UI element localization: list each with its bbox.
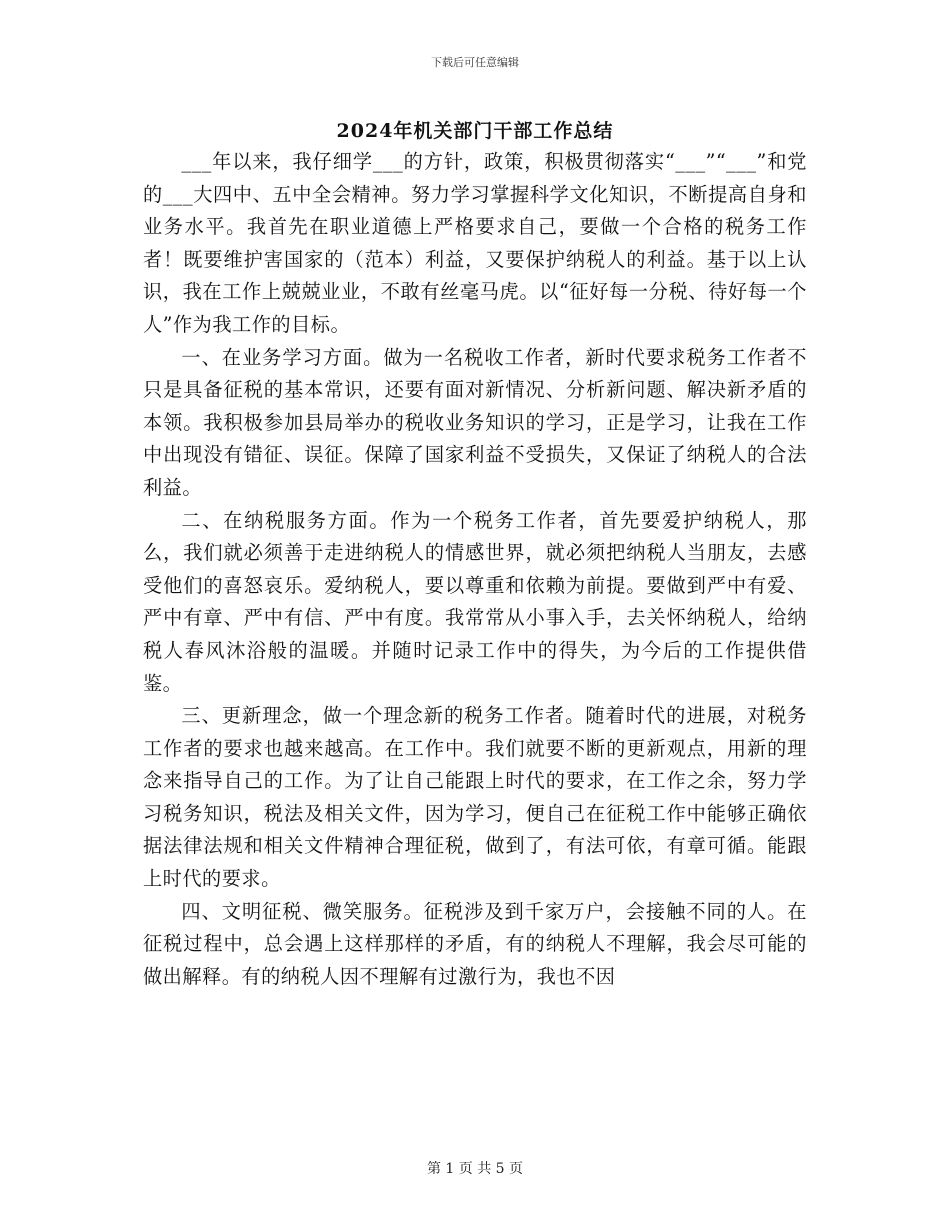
header-note: 下载后可任意编辑 (431, 56, 519, 69)
document-title: 2024年机关部门干部工作总结 (336, 120, 614, 142)
page-number: 第 1 页 共 5 页 (426, 1161, 524, 1177)
paragraph-new-concepts: 三、更新理念，做一个理念新的税务工作者。随着时代的进展，对税务工作者的要求也越来越高。在工作中。我们就要不断的更新观点，用新的理念来指导自己的工作。为了让自己能跟上时代的要求，在工作之余，努力学习税务知识，税法及相关文件，因为学习，便自己在征税工作中能够正确依据法律法规和相关文件精神合理征税，做到了，有法可依，有章可循。能跟上时代的要求。 (143, 704, 807, 891)
paragraph-business-study: 一、在业务学习方面。做为一名税收工作者，新时代要求税务工作者不只是具备征税的基本常识，还要有面对新情况、分析新问题、解决新矛盾的本领。我积极参加县局举办的税收业务知识的学习，正是学习，让我在工作中出现没有错征、误征。保障了国家利益不受损失，又保证了纳税人的合法利益。 (143, 345, 807, 499)
paragraph-taxpayer-service: 二、在纳税服务方面。作为一个税务工作者，首先要爱护纳税人，那么，我们就必须善于走进纳税人的情感世界，就必须把纳税人当朋友，去感受他们的喜怒哀乐。爱纳税人，要以尊重和依赖为前提。要做到严中有爱、严中有章、严中有信、严中有度。我常常从小事入手，去关怀纳税人，给纳税人春风沐浴般的温暖。并随时记录工作中的得失，为今后的工作提供借鉴。 (143, 508, 807, 695)
document-body (143, 146, 807, 993)
paragraph-civil-taxation: 四、文明征税、微笑服务。征税涉及到千家万户，会接触不同的人。在征税过程中，总会遇上这样那样的矛盾，有的纳税人不理解，我会尽可能的做出解释。有的纳税人因不理解有过激行为，我也不因 (143, 899, 807, 988)
paragraph-intro: ___年以来，我仔细学___的方针，政策，积极贯彻落实“___”“___”和党的___大四中、五中全会精神。努力学习掌握科学文化知识，不断提高自身和业务水平。我首先在职业道德上严格要求自己，要做一个合格的税务工作者！既要维护害国家的（范本）利益，又要保护纳税人的利益。基于以上认识，我在工作上兢兢业业，不敢有丝毫马虎。以“征好每一分税、待好每一个人”作为我工作的目标。 (143, 150, 807, 336)
